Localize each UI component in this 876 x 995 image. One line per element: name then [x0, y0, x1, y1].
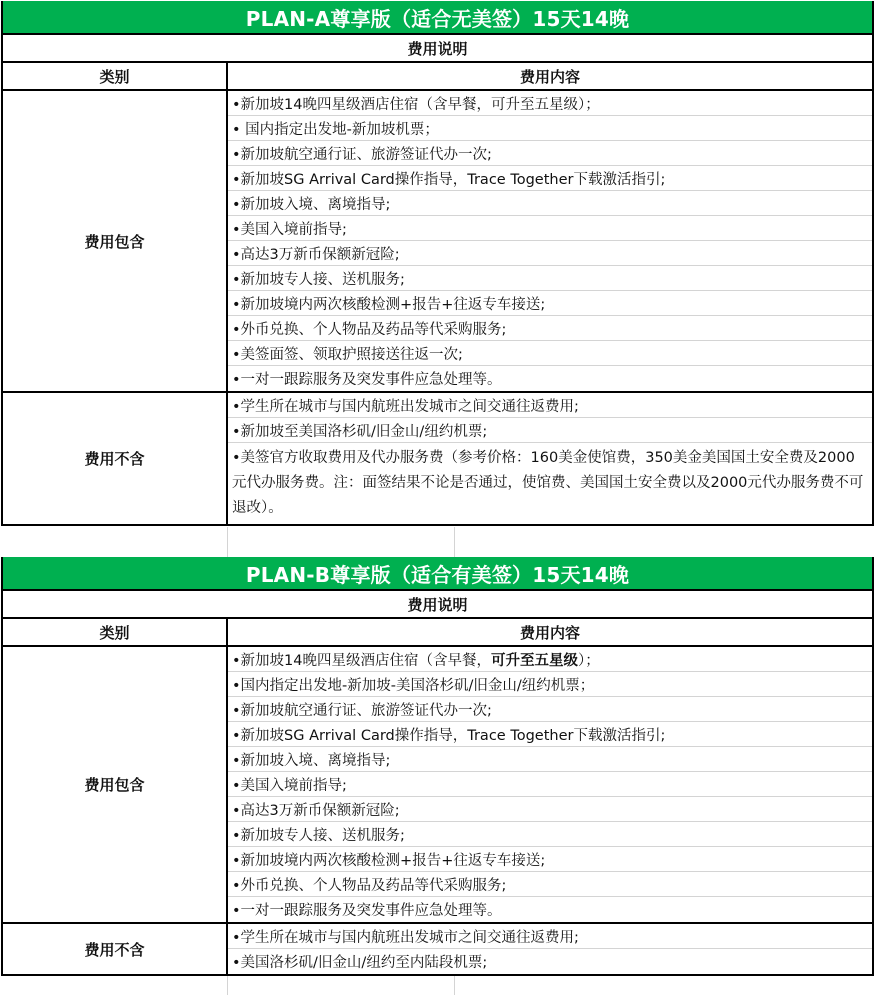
excluded-label: 费用不含	[3, 924, 228, 974]
list-item: •高达3万新币保额新冠险;	[228, 241, 872, 266]
list-item: •美签官方收取费用及代办服务费（参考价格：160美金使馆费，350美金美国国土安全费及2000元代办服务费。注：面签结果不论是否通过，使馆费、美国国土安全费以及2000元代办服务费不可退改）。	[232, 450, 864, 516]
list-item: •国内指定出发地-新加坡-美国洛杉矶/旧金山/纽约机票；	[228, 672, 872, 697]
header-category: 类别	[3, 619, 228, 645]
list-item: •外币兑换、个人物品及药品等代采购服务;	[228, 872, 872, 897]
list-item: •学生所在城市与国内航班出发城市之间交通往返费用;	[228, 924, 872, 949]
list-item: •美国入境前指导;	[228, 772, 872, 797]
list-item: •新加坡境内两次核酸检测+报告+往返专车接送;	[228, 291, 872, 316]
list-item: •外币兑换、个人物品及药品等代采购服务;	[228, 316, 872, 341]
list-item: •新加坡入境、离境指导;	[228, 191, 872, 216]
plan-a-subtitle: 费用说明	[3, 35, 872, 63]
header-content: 费用内容	[519, 623, 580, 642]
empty-row	[0, 976, 876, 995]
plan-b-title: PLAN-B尊享版（适合有美签）15天14晚	[3, 557, 872, 591]
list-item: •高达3万新币保额新冠险;	[228, 797, 872, 822]
included-label: 费用包含	[3, 647, 228, 922]
plan-b-header-row	[3, 619, 872, 647]
plan-a-excluded-section	[3, 393, 872, 526]
header-category: 类别	[3, 63, 228, 89]
list-item: •一对一跟踪服务及突发事件应急处理等。	[232, 372, 502, 388]
list-item: •学生所在城市与国内航班出发城市之间交通往返费用;	[228, 393, 872, 418]
excluded-label: 费用不含	[3, 393, 228, 524]
list-item: •新加坡专人接、送机服务;	[228, 822, 872, 847]
plan-b-excluded-section	[3, 924, 872, 976]
list-item: •美国洛杉矶/旧金山/纽约至内陆段机票;	[232, 955, 488, 971]
plan-b-subtitle: 费用说明	[3, 591, 872, 619]
list-item: •新加坡入境、离境指导;	[228, 747, 872, 772]
included-label: 费用包含	[3, 91, 228, 391]
list-item: •美国入境前指导;	[228, 216, 872, 241]
empty-row	[0, 527, 876, 557]
header-content: 费用内容	[519, 67, 580, 86]
plan-b-table	[1, 557, 874, 976]
bold-highlight: 可升至五星级	[491, 652, 579, 669]
plan-a-table	[1, 1, 874, 526]
list-item: •美签面签、领取护照接送往返一次;	[228, 341, 872, 366]
list-item: •新加坡境内两次核酸检测+报告+往返专车接送;	[228, 847, 872, 872]
list-item: •一对一跟踪服务及突发事件应急处理等。	[232, 903, 502, 919]
plan-b-included-section	[3, 647, 872, 924]
list-item: •新加坡至美国洛杉矶/旧金山/纽约机票;	[228, 418, 872, 443]
list-item: •新加坡航空通行证、旅游签证代办一次;	[228, 697, 872, 722]
plan-a-header-row	[3, 63, 872, 91]
plan-a-included-section	[3, 91, 872, 393]
plan-a-title: PLAN-A尊享版（适合无美签）15天14晚	[3, 1, 872, 35]
list-item: •新加坡14晚四星级酒店住宿（含早餐， 可升至五星级 ）；	[228, 647, 872, 672]
list-item: •新加坡14晚四星级酒店住宿（含早餐，可升至五星级）；	[228, 91, 872, 116]
list-item: •新加坡SG Arrival Card操作指导，Trace Together下载激活指引;	[228, 722, 872, 747]
list-item: •新加坡SG Arrival Card操作指导，Trace Together下载激活指引;	[228, 166, 872, 191]
list-item: •新加坡航空通行证、旅游签证代办一次;	[228, 141, 872, 166]
list-item: •新加坡专人接、送机服务;	[228, 266, 872, 291]
list-item: • 国内指定出发地-新加坡机票；	[228, 116, 872, 141]
